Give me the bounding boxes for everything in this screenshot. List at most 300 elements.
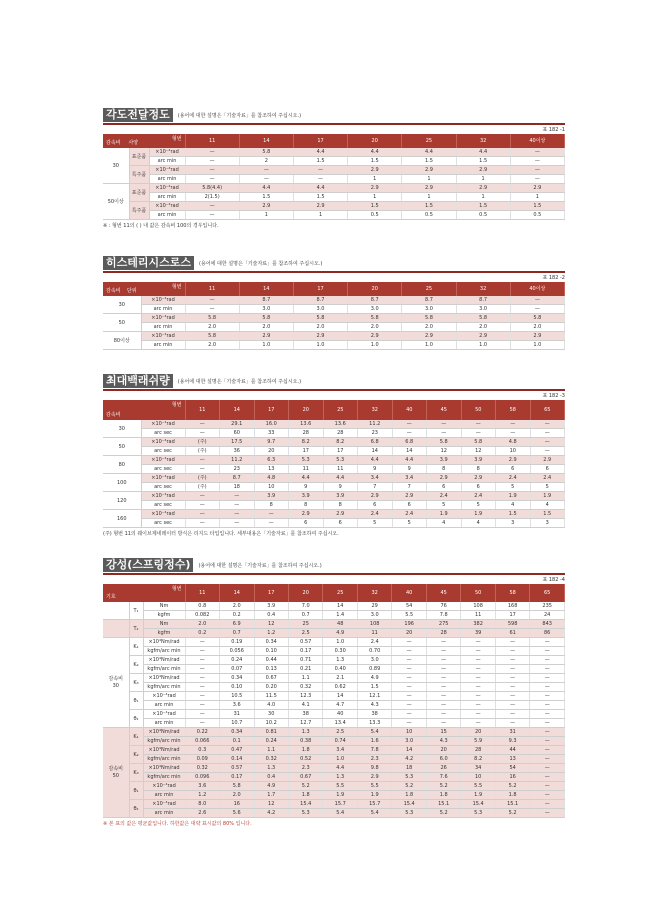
table-row [103, 332, 565, 341]
value-cell: 0.096 [185, 773, 219, 782]
value-cell: 0.32 [254, 755, 288, 764]
unit-cell: arc sec [141, 465, 185, 474]
value-cell: 1.3 [254, 764, 288, 773]
unit-cell: arc sec [141, 519, 185, 528]
unit-cell: ×10⁻⁴rad [141, 510, 185, 519]
table-row [103, 656, 565, 665]
value-cell: 1.9 [530, 492, 565, 501]
value-cell: 0.082 [185, 611, 219, 620]
value-cell: — [461, 701, 495, 710]
value-cell: — [530, 719, 565, 728]
symbol-cell: K₃ [129, 764, 143, 782]
value-cell: 5.4 [323, 809, 357, 818]
value-cell: 4.4 [289, 474, 324, 483]
value-cell: 9.7 [254, 438, 289, 447]
value-cell: 3.9 [289, 492, 324, 501]
value-cell: 39 [461, 629, 495, 638]
value-cell: 4.4 [323, 764, 357, 773]
value-cell: — [293, 166, 347, 175]
value-cell: 1.5 [530, 510, 565, 519]
unit-cell: ×10⁴Nm/rad [143, 638, 185, 647]
value-cell: 5.3 [392, 809, 426, 818]
table-row [103, 773, 565, 782]
spec-cell: 표준품 [129, 184, 149, 202]
value-cell: 1 [456, 193, 510, 202]
value-cell: 5.8 [239, 148, 293, 157]
column-header: 40 [392, 400, 427, 420]
table-row [103, 202, 565, 211]
table-row [103, 692, 565, 701]
column-header: 32 [456, 282, 510, 296]
table-row [103, 737, 565, 746]
value-cell: 3.0 [348, 305, 402, 314]
value-cell: 10 [254, 483, 289, 492]
table-header-row [103, 400, 565, 420]
value-cell: — [392, 429, 427, 438]
value-cell: 5.2 [426, 809, 460, 818]
value-cell: 1 [402, 175, 456, 184]
value-cell: — [427, 420, 462, 429]
value-cell: 5.8 [185, 314, 239, 323]
value-cell: 4.2 [392, 755, 426, 764]
table-row [103, 611, 565, 620]
value-cell: — [185, 719, 219, 728]
value-cell: 1 [348, 175, 402, 184]
value-cell: 4.4 [358, 456, 393, 465]
section-max-backlash [103, 374, 565, 537]
value-cell: 44 [495, 746, 529, 755]
value-cell: 2.9 [239, 332, 293, 341]
value-cell: (주) [185, 483, 220, 492]
unit-cell: arc min [149, 175, 185, 184]
value-cell: 1.8 [495, 791, 529, 800]
value-cell: 4.4 [293, 184, 347, 193]
value-cell: 1 [239, 211, 293, 220]
value-cell: 5.8 [185, 332, 239, 341]
value-cell: 12.1 [357, 692, 391, 701]
value-cell: 20 [392, 629, 426, 638]
value-cell: 1.5 [293, 157, 347, 166]
value-cell: — [427, 429, 462, 438]
value-cell: 18 [220, 483, 255, 492]
value-cell: 15 [426, 728, 460, 737]
column-header: 20 [348, 282, 402, 296]
value-cell: — [185, 465, 220, 474]
value-cell: 11 [461, 611, 495, 620]
value-cell: 0.4 [254, 773, 288, 782]
value-cell: 843 [530, 620, 565, 629]
value-cell: 15.1 [426, 800, 460, 809]
table-row [103, 501, 565, 510]
value-cell: — [530, 420, 565, 429]
table-row [103, 629, 565, 638]
unit-cell: kgfm/arc min [143, 737, 185, 746]
table-corner-header: 형번 기호 [103, 584, 185, 602]
value-cell: — [461, 719, 495, 728]
value-cell: 2.9 [289, 510, 324, 519]
value-cell: 11 [323, 465, 358, 474]
table-row [103, 211, 565, 220]
value-cell: 275 [426, 620, 460, 629]
column-header: 40 [392, 584, 426, 602]
unit-cell: kgfm/arc min [143, 683, 185, 692]
value-cell: 0.47 [220, 746, 254, 755]
value-cell: 9 [392, 465, 427, 474]
ratio-cell: 30 [103, 148, 129, 184]
value-cell: 9.3 [495, 737, 529, 746]
value-cell: — [530, 755, 565, 764]
value-cell: 4.4 [293, 148, 347, 157]
value-cell: 5.2 [495, 782, 529, 791]
table-row [103, 728, 565, 737]
unit-cell: ×10⁻⁴rad [141, 420, 185, 429]
value-cell: 7.0 [288, 602, 322, 611]
unit-cell: arc sec [141, 501, 185, 510]
value-cell: 0.52 [288, 755, 322, 764]
column-header: 20 [289, 400, 324, 420]
table-row [103, 420, 565, 429]
value-cell: — [530, 447, 565, 456]
value-cell: 0.14 [220, 755, 254, 764]
value-cell: 54 [392, 602, 426, 611]
value-cell: 2.9 [510, 184, 564, 193]
value-cell: 1.4 [323, 611, 357, 620]
value-cell: 34 [461, 764, 495, 773]
value-cell: 5.2 [495, 809, 529, 818]
table-row [103, 456, 565, 465]
section-title: 강성(스프링정수) [103, 558, 193, 572]
value-cell: 14 [392, 746, 426, 755]
value-cell: — [254, 519, 289, 528]
value-cell: — [426, 692, 460, 701]
value-cell: 1.0 [510, 341, 564, 350]
value-cell: 0.71 [288, 656, 322, 665]
unit-cell: ×10⁻⁴rad [149, 184, 185, 193]
value-cell: 3.0 [357, 611, 391, 620]
value-cell: 1.0 [239, 341, 293, 350]
value-cell: 5.8 [402, 314, 456, 323]
unit-cell: kgfm/arc min [143, 773, 185, 782]
value-cell: 6.8 [358, 438, 393, 447]
value-cell: 29.1 [220, 420, 255, 429]
table-footnote: ※ 본 표의 값은 평균값입니다. 하한값은 대략 표시값의 80% 입니다. [103, 821, 252, 827]
value-cell: — [495, 683, 529, 692]
section-note: (용어에 대한 설명은「기술자료」를 참조하여 주십시오.) [177, 378, 302, 385]
value-cell: 0.17 [288, 647, 322, 656]
table-row [103, 341, 565, 350]
value-cell: 2.9 [496, 456, 531, 465]
symbol-cell: θ₂ [129, 710, 143, 728]
value-cell: 2.0 [185, 341, 239, 350]
value-cell: 9.8 [357, 764, 391, 773]
value-cell: 23 [358, 429, 393, 438]
value-cell: 0.1 [220, 737, 254, 746]
value-cell: 2.3 [357, 755, 391, 764]
value-cell: 48 [323, 620, 357, 629]
value-cell: — [495, 692, 529, 701]
value-cell: 5.2 [426, 782, 460, 791]
value-cell: 4.4 [348, 148, 402, 157]
value-cell: — [185, 692, 219, 701]
value-cell: 5.4 [357, 809, 391, 818]
value-cell: 1.0 [402, 341, 456, 350]
unit-cell: ×10⁻⁴rad [149, 166, 185, 175]
value-cell: 15.1 [495, 800, 529, 809]
value-cell: 38 [288, 710, 322, 719]
value-cell: 17 [323, 447, 358, 456]
value-cell: 6 [323, 519, 358, 528]
value-cell: 1.5 [357, 683, 391, 692]
value-cell: 40 [323, 710, 357, 719]
value-cell: 0.17 [220, 773, 254, 782]
value-cell: 1.8 [288, 746, 322, 755]
unit-cell: ×10⁻⁴rad [149, 202, 185, 211]
value-cell: 3.0 [293, 305, 347, 314]
value-cell: — [185, 492, 220, 501]
value-cell: 1.5 [456, 202, 510, 211]
value-cell: 8.7 [456, 296, 510, 305]
table-row [103, 519, 565, 528]
value-cell: — [510, 148, 564, 157]
unit-cell: arc min [143, 701, 185, 710]
value-cell: 1.5 [348, 202, 402, 211]
value-cell: 60 [220, 429, 255, 438]
unit-cell: ×10⁻⁴rad [143, 782, 185, 791]
value-cell: 6 [496, 465, 531, 474]
value-cell: (주) [185, 438, 220, 447]
column-header: 17 [254, 584, 288, 602]
value-cell: 20 [254, 447, 289, 456]
table-row [103, 638, 565, 647]
value-cell: 0.62 [323, 683, 357, 692]
column-header: 45 [427, 400, 462, 420]
table-row [103, 665, 565, 674]
value-cell: 2.5 [288, 629, 322, 638]
value-cell: 2.4 [427, 492, 462, 501]
unit-cell: arc sec [141, 483, 185, 492]
value-cell: — [530, 800, 565, 809]
value-cell: 0.5 [456, 211, 510, 220]
value-cell: — [530, 683, 565, 692]
value-cell: 0.32 [185, 764, 219, 773]
value-cell: 0.13 [254, 665, 288, 674]
value-cell: (주) [185, 447, 220, 456]
symbol-cell: θ₂ [129, 800, 143, 818]
spec-cell: 특주품 [129, 166, 149, 184]
value-cell: 598 [495, 620, 529, 629]
value-cell: 4.8 [496, 438, 531, 447]
table-row [103, 809, 565, 818]
value-cell: 3.6 [220, 701, 254, 710]
ratio-cell [103, 602, 129, 620]
value-cell: 0.10 [220, 683, 254, 692]
value-cell: — [461, 692, 495, 701]
value-cell: 13 [495, 755, 529, 764]
value-cell: 8.7 [293, 296, 347, 305]
symbol-cell: θ₁ [129, 692, 143, 710]
value-cell: 3.9 [427, 456, 462, 465]
value-cell: 5.8 [427, 438, 462, 447]
unit-cell: ×10⁴Nm/rad [143, 764, 185, 773]
unit-cell: ×10⁻⁴rad [149, 148, 185, 157]
unit-cell: ×10⁻⁴rad [141, 492, 185, 501]
value-cell: 5 [392, 519, 427, 528]
value-cell: 5.8 [461, 438, 496, 447]
table-row [103, 166, 565, 175]
value-cell: 5.8 [456, 314, 510, 323]
value-cell: 1.3 [323, 656, 357, 665]
value-cell: — [185, 519, 220, 528]
value-cell: 2.4 [461, 492, 496, 501]
table-number: 표 182 -4 [542, 577, 565, 583]
value-cell: — [461, 683, 495, 692]
column-header: 14 [239, 282, 293, 296]
value-cell: 2(1.5) [185, 193, 239, 202]
column-header: 50 [461, 400, 496, 420]
value-cell: 4.4 [323, 474, 358, 483]
value-cell: 8.2 [461, 755, 495, 764]
value-cell: 5.4 [357, 728, 391, 737]
column-header: 32 [357, 584, 391, 602]
table-row [103, 701, 565, 710]
value-cell: 3.4 [323, 746, 357, 755]
value-cell: — [254, 510, 289, 519]
value-cell: 54 [495, 764, 529, 773]
value-cell: 26 [426, 764, 460, 773]
value-cell: 0.5 [348, 211, 402, 220]
value-cell: 12 [254, 800, 288, 809]
value-cell: 13.6 [323, 420, 358, 429]
section-hysteresis-loss [103, 256, 565, 350]
value-cell: 3.6 [185, 782, 219, 791]
column-header: 58 [496, 400, 531, 420]
value-cell: 0.8 [185, 602, 219, 611]
value-cell: 6.9 [220, 620, 254, 629]
value-cell: 14 [323, 692, 357, 701]
value-cell: 2.9 [392, 492, 427, 501]
value-cell: 5.8 [510, 314, 564, 323]
value-cell: 2.3 [288, 764, 322, 773]
value-cell: 0.7 [220, 629, 254, 638]
table-header-row [103, 134, 565, 148]
value-cell: 16.0 [254, 420, 289, 429]
value-cell: 1.8 [288, 791, 322, 800]
value-cell: 2.9 [402, 166, 456, 175]
value-cell: 5.5 [461, 782, 495, 791]
value-cell: — [530, 638, 565, 647]
ratio-cell: 80이상 [103, 332, 141, 350]
unit-cell: arc min [149, 193, 185, 202]
unit-cell: ×10⁻⁴rad [141, 474, 185, 483]
column-header: 20 [288, 584, 322, 602]
value-cell: — [461, 429, 496, 438]
value-cell: — [426, 683, 460, 692]
unit-cell: ×10⁻⁴rad [141, 438, 185, 447]
value-cell: — [495, 710, 529, 719]
value-cell: — [530, 782, 565, 791]
table-row [103, 782, 565, 791]
value-cell: 14 [323, 602, 357, 611]
value-cell: — [426, 719, 460, 728]
unit-cell: arc min [143, 719, 185, 728]
value-cell: 13 [254, 465, 289, 474]
value-cell: 6 [530, 465, 565, 474]
value-cell: — [185, 647, 219, 656]
value-cell: 0.066 [185, 737, 219, 746]
value-cell: 12 [427, 447, 462, 456]
table-footnote: (주) 형번 11의 웨이브제네레이터 방식은 리지드 타입입니다. 세부내용은「기술자료」를 참조하여 주십시오. [103, 531, 339, 537]
value-cell: 382 [461, 620, 495, 629]
value-cell: 1 [510, 193, 564, 202]
ratio-cell [103, 620, 129, 638]
value-cell: — [185, 429, 220, 438]
value-cell: 16 [495, 773, 529, 782]
value-cell: 2.9 [323, 510, 358, 519]
table-header-row [103, 282, 565, 296]
value-cell: 8 [461, 465, 496, 474]
value-cell: — [530, 728, 565, 737]
value-cell: — [185, 510, 220, 519]
value-cell: 1.2 [254, 629, 288, 638]
value-cell: — [185, 683, 219, 692]
value-cell: 2.9 [358, 492, 393, 501]
value-cell: 6 [358, 501, 393, 510]
value-cell: — [530, 764, 565, 773]
value-cell: — [510, 157, 564, 166]
value-cell: 168 [495, 602, 529, 611]
value-cell: 7.8 [426, 611, 460, 620]
ratio-cell: 감속비 30 [103, 638, 129, 728]
value-cell: 1.0 [348, 341, 402, 350]
table-row [103, 175, 565, 184]
column-header: 14 [220, 400, 255, 420]
value-cell: 0.32 [288, 683, 322, 692]
value-cell: 4.3 [357, 701, 391, 710]
value-cell: 1.5 [293, 193, 347, 202]
value-cell: 5 [530, 483, 565, 492]
value-cell: — [293, 175, 347, 184]
value-cell: 8.2 [289, 438, 324, 447]
value-cell: 12 [461, 447, 496, 456]
value-cell: 0.24 [220, 656, 254, 665]
value-cell: 18 [392, 764, 426, 773]
value-cell: 28 [426, 629, 460, 638]
value-cell: — [392, 701, 426, 710]
value-cell: 2.5 [323, 728, 357, 737]
value-cell: 8.0 [185, 800, 219, 809]
value-cell: 4 [530, 501, 565, 510]
value-cell: 1.9 [461, 510, 496, 519]
value-cell: 5.3 [392, 773, 426, 782]
value-cell: — [530, 791, 565, 800]
value-cell: — [461, 656, 495, 665]
value-cell: 5.8(4.4) [185, 184, 239, 193]
value-cell: — [185, 202, 239, 211]
table-number: 표 182 -3 [542, 393, 565, 399]
value-cell: — [530, 809, 565, 818]
value-cell: — [392, 692, 426, 701]
value-cell: 10 [496, 447, 531, 456]
table-number: 표 182 -2 [542, 275, 565, 281]
value-cell: — [392, 647, 426, 656]
ratio-cell: 100 [103, 474, 141, 492]
value-cell: — [185, 157, 239, 166]
unit-cell: arc min [149, 211, 185, 220]
value-cell: 0.19 [220, 638, 254, 647]
column-header: 14 [239, 134, 293, 148]
ratio-cell: 감속비 50 [103, 728, 129, 818]
value-cell: 2.0 [185, 620, 219, 629]
